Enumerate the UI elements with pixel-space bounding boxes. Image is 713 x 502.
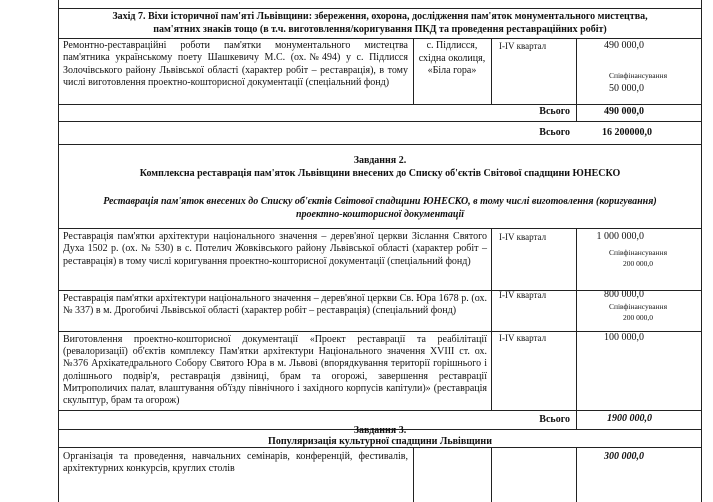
row-amount: 300 000,0	[604, 451, 644, 462]
row-amount: 490 000,0	[604, 40, 644, 51]
task-subtitle: проектно-кошторисної документації	[295, 209, 465, 220]
row-quarter: I-IV квартал	[499, 333, 547, 343]
total-label: Всього	[539, 127, 570, 138]
row-description: Реставрація пам'ятки архітектури національного значення – дерев'яної церкви Св. Юра 1678 р. (ох. № 337) в м. Дрогобичі Львівської області (характер робіт – реставрація) (спеціальний фонд)	[63, 293, 487, 317]
row-quarter: I-IV квартал	[499, 41, 547, 51]
row-quarter: I-IV квартал	[499, 290, 547, 300]
subtotal-label: Всього	[539, 106, 570, 117]
row-quarter: I-IV квартал	[499, 232, 547, 242]
table-rule	[58, 144, 702, 145]
subtotal-amount: 490 000,0	[604, 106, 644, 117]
row-amount: 1 000 000,0	[596, 231, 644, 242]
cofinancing-label: Співфінансування	[608, 71, 668, 80]
column-rule	[576, 38, 577, 121]
row-description: Організація та проведення, навчальних семінарів, конференцій, фестивалів, архітектурних конкурсів, круглих столів	[63, 451, 408, 475]
total-amount: 1900 000,0	[607, 413, 652, 424]
row-description: Виготовлення проектно-кошторисної документації «Проект реставрації та реабілітації (ревалоризації) об'єктів комплексу Пам'ятки архітектури Національного значення XVIII ст. ох. №376 Архікатедрального Собору Святого Юра в м. Львові (впорядкування території горішнього і долішнього подвір'я, реставрація дзвіниці, брам та огорожі, завершення реставрації Митрополичих палат, влаштування об'їзду північного і західного корпусів капітули)» (реставрація скульптур, брам та огорож)	[63, 334, 487, 407]
task-subtitle: Реставрація пам'яток внесених до Списку об'єктів Світової спадщини ЮНЕСКО, в тому числі виготовлення (коригування)	[103, 196, 657, 207]
task-title: Комплексна реставрація пам'яток Львівщини внесених до Списку об'єктів Світової спадщини ЮНЕСКО	[139, 168, 621, 179]
task-heading: Завдання 3.	[353, 425, 407, 436]
cofinancing-label: Співфінансування	[608, 302, 668, 311]
cofinancing-amount: 200 000,0	[623, 259, 653, 268]
cofinancing-amount: 200 000,0	[623, 313, 653, 322]
cofinancing-amount: 50 000,0	[609, 83, 644, 94]
column-rule	[576, 228, 577, 429]
row-amount: 100 000,0	[604, 332, 644, 343]
table-rule	[58, 104, 702, 105]
column-rule	[491, 447, 492, 502]
row-amount: 800 000,0	[604, 289, 644, 300]
column-rule	[491, 38, 492, 104]
row-description: Ремонтно-реставраційні роботи пам'ятки монументального мистецтва пам'ятника українському поету Шашкевичу М.С. (ох.№494) у с. Підлисся Золочівського району Львівської області (характер робіт – реставрація), в тому числі виготовлення проектно-кошторисної документації (спеціальний фонд)	[63, 40, 408, 88]
column-rule	[413, 38, 414, 104]
table-rule	[58, 228, 702, 229]
table-rule	[58, 410, 702, 411]
total-amount: 16 200000,0	[602, 127, 652, 138]
task-heading: Завдання 2.	[353, 155, 407, 166]
row-location: с. Підлисся, східна околиця, «Біла гора»	[418, 40, 486, 76]
table-rule	[58, 38, 702, 39]
total-label: Всього	[539, 414, 570, 425]
table-rule	[58, 121, 702, 122]
column-rule	[491, 228, 492, 410]
cofinancing-label: Співфінансування	[608, 248, 668, 257]
table-rule	[58, 8, 702, 9]
column-rule	[576, 447, 577, 502]
row-description: Реставрація пам'ятки архітектури національного значення – дерев'яної церкви Зіслання Святого Духа 1502 р. (ох. № 530) в с. Потелич Жовківського району Львівської області (характер робіт – реставрація) в тому числі коригування проектно-кошторисної документації (спеціальний фонд)	[63, 231, 487, 267]
section-title: пам'ятних знаків тощо (в т.ч. виготовлення/коригування ПКД та проведення реставраційних робіт)	[153, 24, 607, 35]
column-rule	[413, 447, 414, 502]
task-title: Популяризація культурної спадщини Львівщини	[268, 436, 492, 447]
section-title: Захід 7. Віхи історичної пам'яті Львівщини: збереження, охорона, дослідження пам'яток монументального мистецтва,	[112, 11, 648, 22]
